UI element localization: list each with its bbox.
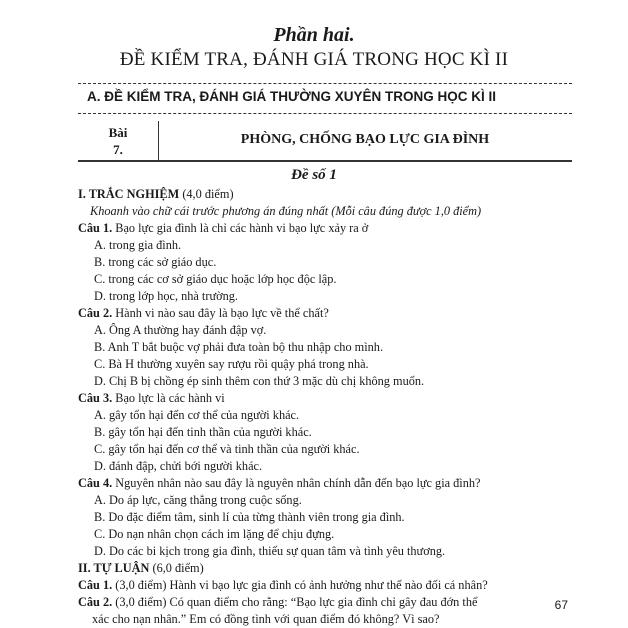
- option-c: C. Bà H thường xuyên say rượu rồi quậy phá trong nhà.: [94, 357, 369, 371]
- question-stem: [78, 594, 574, 611]
- lesson-title: PHÒNG, CHỐNG BẠO LỰC GIA ĐÌNH: [240, 132, 490, 147]
- part2-heading: [78, 560, 574, 577]
- essay-question-2: [78, 594, 574, 628]
- option-b: B. Anh T bắt buộc vợ phải đưa toàn bộ thu nhập cho mình.: [94, 340, 384, 354]
- option-c: C. trong các cơ sở giáo dục hoặc lớp học độc lập.: [94, 272, 337, 286]
- question-3: [78, 390, 574, 475]
- question-stem: [78, 305, 574, 322]
- option-b: B. trong các sở giáo dục.: [94, 255, 217, 269]
- question-label: Câu 2.: [78, 595, 113, 609]
- option-d: D. đánh đập, chửi bới người khác.: [94, 459, 263, 473]
- section-banner: [78, 83, 572, 114]
- part1-heading: [78, 186, 574, 203]
- section-banner-text: A. ĐỀ KIỂM TRA, ĐÁNH GIÁ THƯỜNG XUYÊN TRONG HỌC KÌ II: [87, 89, 496, 104]
- option-a: A. gây tổn hại đến cơ thể của người khác.: [94, 408, 300, 422]
- option-c: C. Do nạn nhân chọn cách im lặng để chịu đựng.: [94, 527, 335, 541]
- question-label: Câu 1.: [78, 578, 113, 592]
- part-title: Phần hai.: [273, 24, 355, 46]
- question-text: (3,0 điểm) Hành vi bạo lực gia đình có ảnh hưởng như thế nào đối cá nhân?: [115, 578, 488, 592]
- question-text: (3,0 điểm) Có quan điểm cho rằng: “Bạo lực gia đình chỉ gây đau đớn thể: [115, 595, 478, 609]
- essay-question-1: [78, 577, 574, 594]
- option-d: D. Chị B bị chồng ép sinh thêm con thứ 3 mặc dù chị không muốn.: [94, 374, 425, 388]
- exam-title: Đề số 1: [291, 167, 337, 183]
- question-4: [78, 475, 574, 560]
- question-text: Bạo lực là các hành vi: [115, 391, 225, 405]
- question-2: [78, 305, 574, 390]
- lesson-number-cell: [78, 124, 158, 158]
- part2-points: (6,0 điểm): [152, 561, 204, 575]
- question-text: Nguyên nhân nào sau đây là nguyên nhân chính dẫn đến bạo lực gia đình?: [115, 476, 481, 490]
- main-title: ĐỀ KIỂM TRA, ĐÁNH GIÁ TRONG HỌC KÌ II: [119, 49, 509, 70]
- question-label: Câu 4.: [78, 476, 113, 490]
- part1-points: (4,0 điểm): [182, 187, 234, 201]
- question-stem: [78, 220, 574, 237]
- question-stem: [78, 475, 574, 492]
- option-a: A. Ông A thường hay đánh đập vợ.: [94, 323, 267, 337]
- option-a: A. trong gia đình.: [94, 238, 182, 252]
- question-label: Câu 2.: [78, 306, 113, 320]
- question-label: Câu 3.: [78, 391, 113, 405]
- lesson-label: Bài: [108, 125, 128, 140]
- lesson-header: [78, 121, 572, 162]
- lesson-number: 7.: [113, 142, 123, 157]
- question-stem: [78, 390, 574, 407]
- part1-instruction: Khoanh vào chữ cái trước phương án đúng nhất (Mỗi câu đúng được 1,0 điểm): [90, 204, 482, 218]
- question-1: [78, 220, 574, 305]
- part1-heading-text: I. TRẮC NGHIỆM: [78, 187, 180, 201]
- option-c: C. gây tổn hại đến cơ thể và tinh thần của người khác.: [94, 442, 360, 456]
- option-a: A. Do áp lực, căng thẳng trong cuộc sống.: [94, 493, 302, 507]
- option-b: B. gây tổn hại đến tinh thần của người khác.: [94, 425, 312, 439]
- option-d: D. trong lớp học, nhà trường.: [94, 289, 238, 303]
- part2-heading-text: II. TỰ LUẬN: [78, 561, 150, 575]
- option-d: D. Do các bi kịch trong gia đình, thiếu sự quan tâm và tình yêu thương.: [94, 544, 446, 558]
- question-text-continued: xác cho nạn nhân.” Em có đồng tình với quan điểm đó không? Vì sao?: [92, 612, 440, 626]
- exam-content: [78, 186, 574, 628]
- option-b: B. Do đặc điểm tâm, sinh lí của từng thành viên trong gia đình.: [94, 510, 405, 524]
- question-text: Bạo lực gia đình là chỉ các hành vi bạo lực xảy ra ở: [115, 221, 369, 235]
- question-label: Câu 1.: [78, 221, 113, 235]
- question-text: Hành vi nào sau đây là bạo lực về thể chất?: [115, 306, 329, 320]
- page-number: 67: [554, 598, 568, 612]
